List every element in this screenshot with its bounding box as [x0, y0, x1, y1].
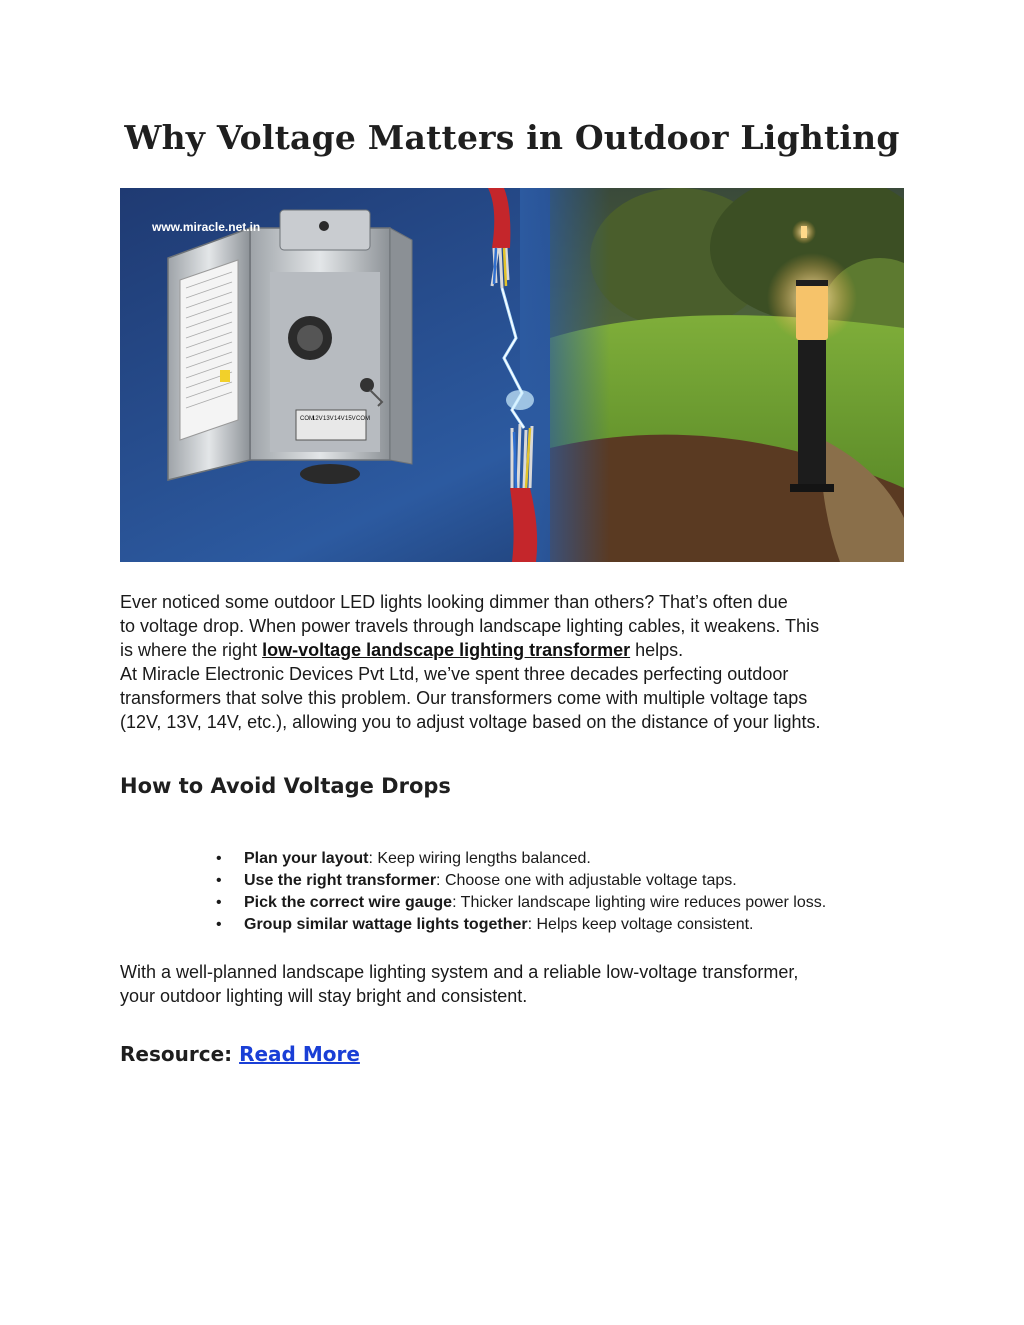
- bullet-icon: •: [216, 872, 222, 889]
- tap-label: 14V: [334, 416, 345, 422]
- intro-line: (12V, 13V, 14V, etc.), allowing you to adjust voltage based on the distance of your lights.: [120, 712, 821, 732]
- page-title: Why Voltage Matters in Outdoor Lighting: [124, 118, 900, 157]
- tip-term: Pick the correct wire gauge: [244, 894, 453, 911]
- intro-paragraph: [120, 590, 910, 734]
- tip-term: Plan your layout: [244, 850, 369, 867]
- list-item: [214, 914, 826, 936]
- list-item: [214, 892, 826, 914]
- intro-line: At Miracle Electronic Devices Pvt Ltd, we’ve spent three decades perfecting outdoor: [120, 664, 789, 684]
- intro-line: helps.: [630, 640, 684, 660]
- bullet-icon: •: [216, 894, 222, 911]
- resource-label: Resource:: [120, 1042, 240, 1066]
- list-item: [214, 870, 826, 892]
- intro-line: is where the right: [120, 640, 263, 660]
- tap-label: 15V: [345, 416, 356, 422]
- resource-line: [120, 1042, 360, 1066]
- tap-label: COM: [300, 416, 314, 422]
- closing-line: your outdoor lighting will stay bright and consistent.: [120, 986, 528, 1006]
- hero-image: [120, 188, 904, 562]
- tip-term: Use the right transformer: [244, 872, 437, 889]
- intro-line: Ever noticed some outdoor LED lights looking dimmer than others? That’s often due: [120, 592, 788, 612]
- transformer-and-garden-illustration: [120, 188, 904, 562]
- tap-label: 13V: [323, 416, 334, 422]
- watermark-text: www.miracle.net.in: [152, 220, 261, 234]
- list-item: [214, 848, 826, 870]
- tip-term: Group similar wattage lights together: [244, 916, 528, 933]
- bullet-icon: •: [216, 916, 222, 933]
- tip-desc: : Helps keep voltage consistent.: [527, 916, 754, 933]
- intro-line: to voltage drop. When power travels through landscape lighting cables, it weakens. This: [120, 616, 820, 636]
- tip-desc: : Choose one with adjustable voltage taps.: [436, 872, 737, 889]
- tip-desc: : Thicker landscape lighting wire reduces power loss.: [452, 894, 827, 911]
- closing-paragraph: [120, 960, 910, 1008]
- tips-list: [214, 848, 826, 936]
- section-heading: How to Avoid Voltage Drops: [120, 774, 451, 798]
- tip-desc: : Keep wiring lengths balanced.: [368, 850, 591, 867]
- tap-label: COM: [356, 416, 370, 422]
- transformer-link[interactable]: low-voltage landscape lighting transformer: [262, 640, 631, 660]
- intro-line: transformers that solve this problem. Our transformers come with multiple voltage taps: [120, 688, 808, 708]
- closing-line: With a well-planned landscape lighting system and a reliable low-voltage transformer,: [120, 962, 799, 982]
- bullet-icon: •: [216, 850, 222, 867]
- read-more-link[interactable]: Read More: [239, 1042, 360, 1066]
- tap-label: 12V: [312, 416, 323, 422]
